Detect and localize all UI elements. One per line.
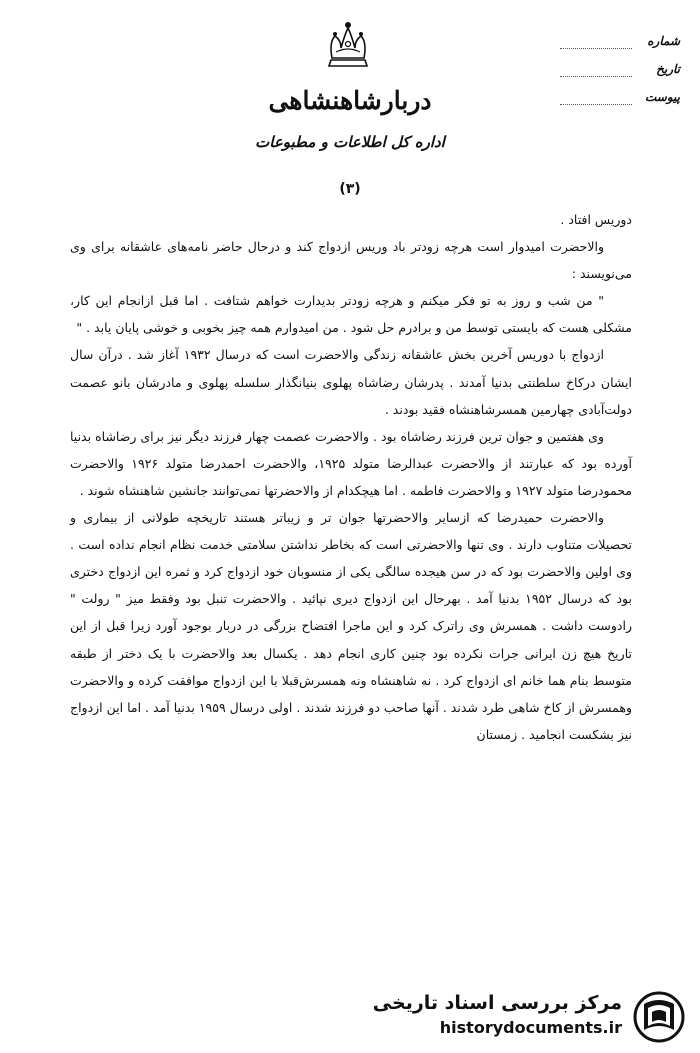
organization-name: دربارشاهنشاهی [268,86,432,115]
ref-number-line [560,48,632,49]
paragraph: دوریس افتاد . [560,212,632,227]
ref-number-label: شماره [647,34,680,48]
reference-fields [560,34,680,118]
ref-attachment-label: پیوست [645,90,680,104]
quoted-letter: " من شب و روز به تو فکر میکنم و هرچه زودتر بدیدارت خواهم شتافت . اما قبل ازانجام این کار، مشکلی هست که بایستی توسط من و برادرم حل شود . من امیدوارم همه چیز بخوبی و خوشی پایان یابد . " [70,293,632,336]
paragraph: وی هفتمین و جوان ترین فرزند رضاشاه بود . والاحضرت عصمت چهار فرزند دیگر نیز برای رضاشاه بدنیا آورده بود که عبارتند از والاحضرت عبدالرضا متولد ۱۹۲۵، والاحضرت احمدرضا متولد ۱۹۲۶ والاحضرت محمودرضا متولد ۱۹۲۷ و والاحضرت فاطمه . اما هیچکدام از والاحضرتها نمی‌توانند جانشین شاهنشاه شوند . [70,428,633,498]
archive-name: مرکز بررسی اسناد تاریخی [372,992,622,1014]
paragraph: ازدواج با دوریس آخرین بخش عاشقانه زندگی والاحضرت است که درسال ۱۹۳۲ آغاز شد . درآن سال ایشان درکاخ سلطنتی بدنیا آمدند . پدرشان رضاشاه پهلوی بنیانگذار سلسله پهلوی و مادرشان بانو عصمت دولت‌آبادی چهارمین همسرشاهنشاه فقید بودند . [70,347,632,417]
archive-logo-icon [630,990,688,1044]
ref-attachment-line [560,104,632,105]
paragraph: والاحضرت امیدوار است هرچه زودتر باد وریس ازدواج کند و درحال حاضر نامه‌های عاشقانه برای وی می‌نویسند : [70,239,632,282]
archive-watermark [373,992,622,1037]
ref-attachment-row [560,90,680,116]
crown-emblem-icon [325,20,371,68]
organization-department: اداره کل اطلاعات و مطبوعات [255,133,445,151]
archive-url: historydocuments.ir [439,1018,622,1037]
paragraph: والاحضرت حمیدرضا که ازسایر والاحضرتها جوان تر و زیباتر هستند تاریخچه طولانی از بیماری و تحصیلات متناوب دارند . وی تنها والاحضرتی است که بخاطر نداشتن سلامتی خدمت نظام انجام نداده است . وی اولین والاحضرت بود که در سن هیجده سالگی یکی از منسوبان خود ازدواج کرد و ثمره این ازدواج دختری بود که درسال ۱۹۵۲ بدنیا آمد . بهرحال این ازدواج دیری نپائید . والاحضرت تنبل بود وفقط میز " رولت " رادوست داشت . همسرش وی راترک کرد و این ماجرا افتضاح بزرگی در دربار بوجود آورد زیرا قبل از این تاریخ هیچ زن ایرانی جرات نکرده بود چنین کاری انجام دهد . یکسال بعد والاحضرت با یک دختر از طبقه متوسط بنام هما خانم ای ازدواج کرد . نه شاهنشاه ونه همسرش‌قبلا با این ازدواج موافقت کرده و والاحضرت وهمسرش از کاخ شاهی طرد شدند . آنها صاحب دو فرزند شدند . اولی درسال ۱۹۵۹ بدنیا آمد . اما این ازدواج نیز بشکست انجامید . زمستان [70,510,632,742]
ref-date-row [560,62,680,88]
ref-number-row [560,34,680,60]
document-body [70,206,632,748]
page-number: (۳) [339,181,361,197]
ref-date-line [560,76,632,77]
ref-date-label: تاریخ [656,62,680,76]
